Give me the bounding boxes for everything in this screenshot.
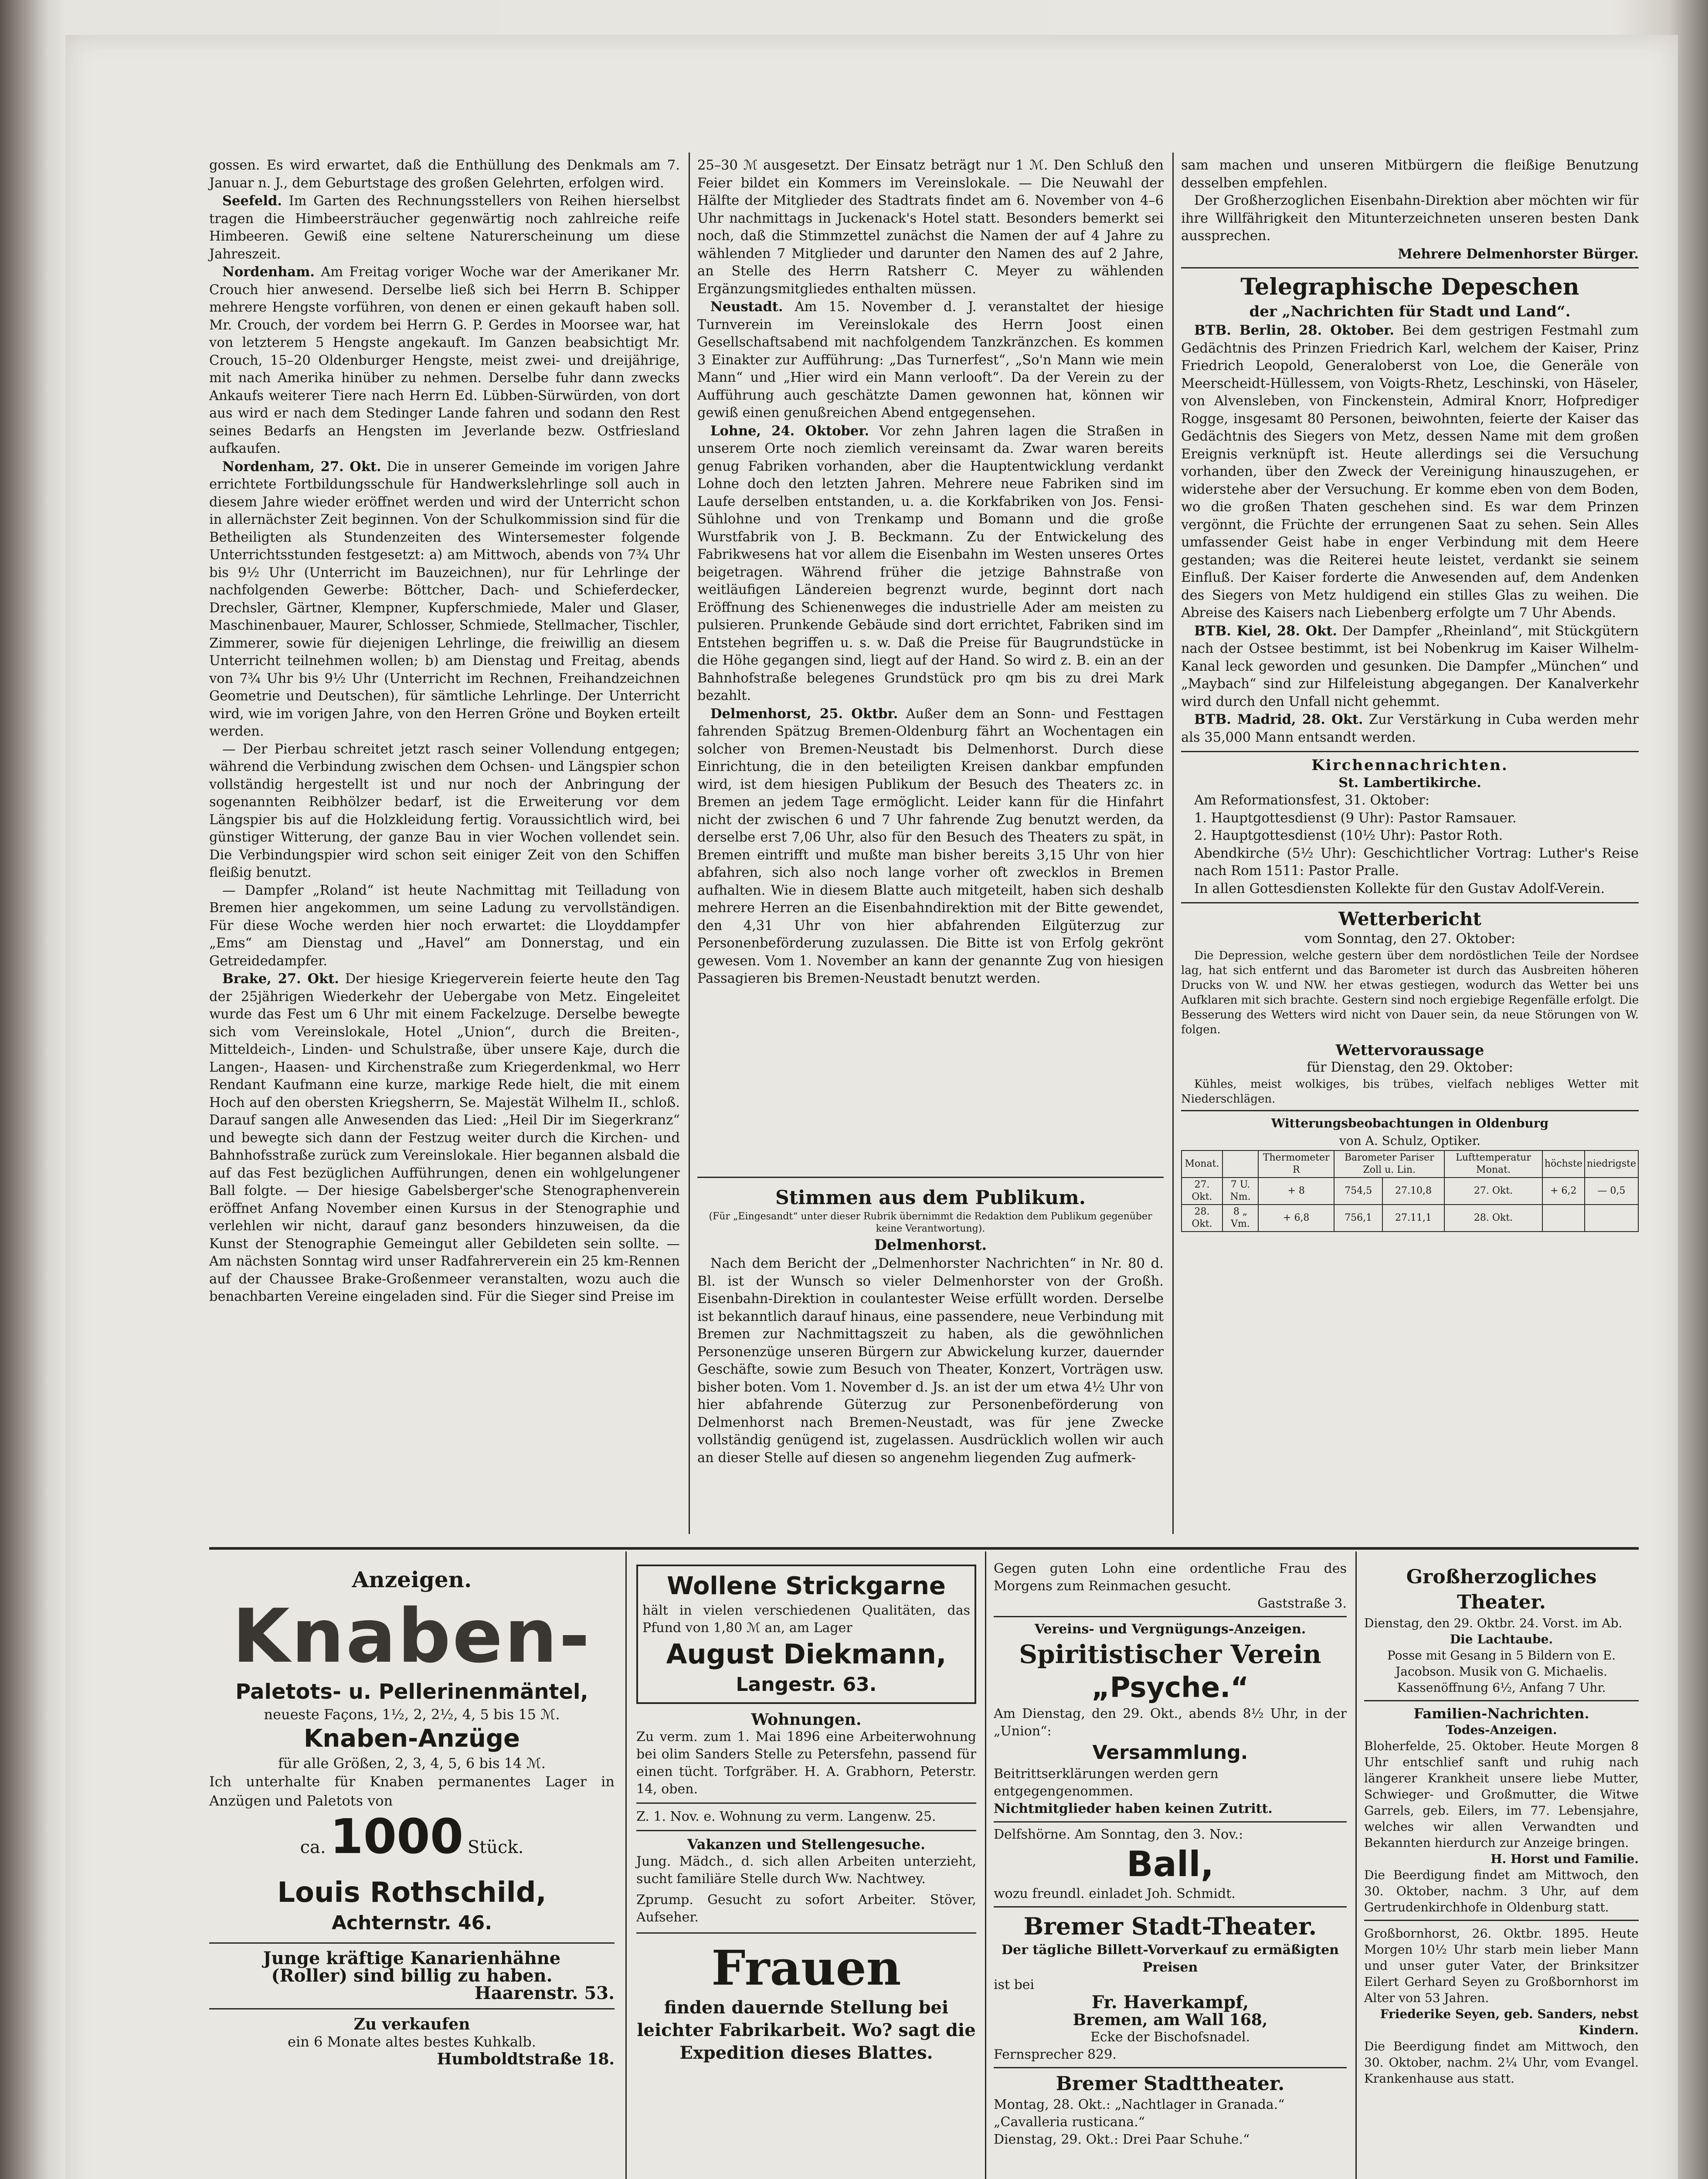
stimmen-note: (Für „Eingesandt“ unter dieser Rubrik übernimmt die Redaktion dem Publikum gegenüber keine Verantwortung). xyxy=(709,1211,1152,1234)
telegraph-madrid-head: BTB. Madrid, 28. Okt. xyxy=(1194,712,1363,727)
ad-langestr: Langestr. 63. xyxy=(736,1673,877,1696)
ad-knaben-big: Knaben- xyxy=(232,1593,592,1680)
telegraph-kiel-head: BTB. Kiel, 28. Okt. xyxy=(1194,623,1338,639)
ad-todes: Todes-Anzeigen. xyxy=(1446,1723,1557,1737)
col2-heading-2: Neustadt. xyxy=(710,299,783,315)
col1-paragraph-5: — Der Pierbau schreitet jetzt rasch seiner Vollendung entgegen; während die Verbindung zwischen dem Ochsen- und Längspier schon vollständig hergestellt ist und nur noch der Anbringung der sogenannten Reibhölzer bedarf, ist die Erweiterung vor dem Längspier bis auf die Holzkleidung fertig. Voraussichtlich wird, bei günstiger Witterung, der ganze Bau in vier Wochen vollendet sein. Die Verbindungspier wird schon seit einiger Zeit von den Schiffen fleißig benutzt. xyxy=(209,741,680,880)
col2-heading-3: Lohne, 24. Oktober. xyxy=(710,423,869,439)
weather-cell: 8 „ Vm. xyxy=(1222,1205,1258,1232)
weather-cell: 7 U. Nm. xyxy=(1222,1178,1258,1205)
ad-a-rule-2 xyxy=(209,2008,615,2009)
ad-b-rule-1 xyxy=(636,1802,976,1804)
beob-top-rule xyxy=(1181,1110,1639,1111)
ad-bischofsnadel: Ecke der Bischofsnadel. xyxy=(1090,2030,1250,2045)
ad-d-rule-2 xyxy=(1364,1920,1639,1921)
ad-beerdigung-2: Die Beerdigung findet am Mittwoch, den 30. Oktober, nachm. 2¼ Uhr, vom Evangel. Krankenhause aus statt. xyxy=(1364,2039,1639,2086)
ad-wohnungen-title: Wohnungen. xyxy=(751,1711,862,1729)
col2-paragraph-4 xyxy=(697,705,1164,988)
ad-familien-title: Familien-Nachrichten. xyxy=(1413,1705,1589,1722)
ad-anzeigen-title: Anzeigen. xyxy=(352,1567,472,1592)
ad-c-rule-1 xyxy=(994,1616,1347,1617)
weather-th-0: Monat. xyxy=(1182,1151,1222,1178)
kirchen-subtitle: St. Lambertikirche. xyxy=(1338,775,1481,791)
ad-knaben-anzuege: Knaben-Anzüge xyxy=(304,1724,520,1753)
ad-verkaufen: Zu verkaufen xyxy=(353,2015,470,2033)
col1-text-3: Am Freitag voriger Woche war der Amerikaner Mr. Crouch hier anwesend. Derselbe ließ sich bei Herrn B. Schipper mehrere Hengste vorführen, von denen er einen gekauft haben soll. Mr. Crouch, der vordem bei Herrn G. P. Gerdes in Moorsee war, hat von letzterem 5 Hengste angekauft. Im Ganzen beabsichtigt Mr. Crouch, 15–20 Oldenburger Hengste, meist zwei- und dreijährige, mit nach Amerika hinüber zu nehmen. Derselbe fuhr dann zwecks Ankaufs weiterer Tiere nach Herrn Ed. Lübben-Sürwürden, von dort aus wird er nach dem Stedinger Lande fahren und sodann den Rest seines Bedarfs an Hengsten im Jeverlande bezw. Ostfriesland aufkaufen. xyxy=(209,265,680,456)
column-3 xyxy=(1181,157,1639,1232)
vorhersage-subtitle: für Dienstag, den 29. Oktober: xyxy=(1307,1060,1513,1075)
vorhersage-title: Wettervoraussage xyxy=(1335,1041,1484,1059)
stimmen-text: Nach dem Bericht der „Delmenhorster Nachrichten“ in Nr. 80 d. Bl. ist der Wunsch so vieler Delmenhorster von der Großh. Eisenbahn-Direktion in coulantester Weise erfüllt worden. Derselbe ist bekanntlich darauf hinaus, eine passendere, neue Verbindung mit Bremen zur Nachmittagszeit zu haben, als die gewöhnlichen Personenzüge unseren Bürgern zur Abwickelung kurzer, dauernder Geschäfte, sowie zum Besuch von Theater, Konzert, Vorträgen usw. bisher boten. Vom 1. November d. Js. an ist der um etwa 4½ Uhr von hier abfahrende Güterzug zur Personenbeförderung von Delmenhorst nach Bremen-Neustadt, was für jene Zwecke vollständig genügend ist, zugelassen. Ausdrücklich wollen wir auch an dieser Stelle auf diesen so angenehm liegenden Zug aufmerk- xyxy=(697,1256,1164,1466)
ad-versammlung: Versammlung. xyxy=(1092,1741,1248,1764)
ad-frauen: Frauen xyxy=(711,1940,901,1996)
telegraph-berlin xyxy=(1181,322,1639,622)
weather-cell: 27. Okt. xyxy=(1444,1178,1542,1205)
ads-divider-2 xyxy=(985,1551,986,2179)
ad-ist-bei: ist bei xyxy=(994,1977,1035,1992)
ad-grossh-theater: Großherzogliches Theater. xyxy=(1406,1566,1597,1613)
ad-strickgarne-box xyxy=(636,1565,976,1704)
kirchen-line-1: Am Reformationsfest, 31. Oktober: xyxy=(1194,793,1430,808)
ad-vakanzen-1: Jung. Mädch., d. sich allen Arbeiten unterzieht, sucht familiäre Stelle durch Ww. Nachtwey. xyxy=(636,1854,976,1887)
telegraph-kiel xyxy=(1181,622,1639,711)
col1-paragraph-6: — Dampfer „Roland“ ist heute Nachmittag mit Teilladung von Bremen hier angekommen, um seine Ladung zu vervollständigen. Für diese Woche werden hier noch erwartet: die Lloyddampfer „Ems“ am Dienstag und „Havel“ am Donnerstag, und ein Getreidedampfer. xyxy=(209,882,680,969)
ad-wohnungen-1: Zu verm. zum 1. Mai 1896 eine Arbeiterwohnung bei olim Sanders Stelle zu Petersfehn, passend für einen tücht. Torfgräber. H. A. Grabhorn, Peterstr. 14, oben. xyxy=(636,1729,976,1797)
ad-nichtmitglieder: Nichtmitglieder haben keinen Zutritt. xyxy=(994,1801,1273,1816)
weather-th-3: Barometer Pariser Zoll u. Lin. xyxy=(1334,1151,1444,1178)
col2-paragraph-3 xyxy=(697,422,1164,705)
ad-posse: Posse mit Gesang in 5 Bildern von E. Jacobson. Musik von G. Michaelis. xyxy=(1387,1648,1616,1679)
ads-divider-3 xyxy=(1355,1551,1357,2179)
col1-text-2: Im Garten des Rechnungsstellers von Reihen hierselbst tragen die Himbeersträucher gegenwärtig noch zahlreiche reife Himbeeren. Gewiß eine seltene Naturerscheinung um diese Jahreszeit. xyxy=(209,193,680,262)
ad-ball-einladet: wozu freundl. einladet Joh. Schmidt. xyxy=(994,1886,1236,1901)
ad-c-rule-4 xyxy=(994,2067,1347,2068)
weather-cell: 756,1 xyxy=(1334,1205,1382,1232)
weather-cell: 28. Okt. xyxy=(1182,1205,1222,1232)
ad-bremer-stadttheater: Bremer Stadttheater. xyxy=(1056,2073,1285,2095)
ad-kanarien-2: (Roller) sind billig zu haben. xyxy=(271,1965,553,1986)
col2-text-2: Am 15. November d. J. veranstaltet der hiesige Turnverein im Vereinslokale des Herrn Joost einen Gesellschaftsabend mit nachfolgendem Tanzkränzchen. Es kommen 3 Einakter zur Aufführung: „Das Turnerfest“, „So'n Mann wie mein Mann“ und „Hier wird ein Mann verlooft“. Da der Verein zu der Aufführung auch geschätzte Damen gewonnen hat, können wir gewiß einen genußreichen Abend entgegensehen. xyxy=(697,299,1164,421)
wetter-text: Die Depression, welche gestern über dem nordöstlichen Teile der Nordsee lag, hat sich entfernt und das Barometer ist durch das Ausbreiten höheren Drucks von W. und NW. her etwas gestiegen, wodurch das Wetter bei uns Aufklaren mit sich brachte. Gestern sind noch ergiebige Regenfälle erfolgt. Die Besserung des Wetters wird nicht von Dauer sein, da neue Störungen von W. folgen. xyxy=(1181,949,1639,1036)
column-1 xyxy=(209,157,680,1306)
weather-cell: + 6,2 xyxy=(1542,1178,1585,1205)
col3-signature: Mehrere Delmenhorster Bürger. xyxy=(1398,246,1639,262)
col3-paragraph-0b: Der Großherzoglichen Eisenbahn-Direktion aber möchten wir für ihre Willfährigkeit den Mitunterzeichneten unseren besten Dank aussprechen. xyxy=(1181,193,1639,244)
column-2 xyxy=(697,157,1164,988)
ad-spiritist: Spiritistischer Verein xyxy=(1019,1639,1321,1669)
weather-cell: — 0,5 xyxy=(1585,1178,1638,1205)
weather-cell: 27.11,1 xyxy=(1382,1205,1444,1232)
ads-separator xyxy=(209,1547,1639,1550)
ad-bloherfelde: Bloherfelde, 25. Oktober. Heute Morgen 8 Uhr entschlief sanft und ruhig nach längerer Krankheit unsere liebe Mutter, Schwieger- und Großmutter, die Witwe Garrels, geb. Eilers, im 77. Lebensjahre, welches wir allen Verwandten und Bekannten hierdurch zur Anzeige bringen. xyxy=(1364,1739,1639,1850)
ad-kanarien-1: Junge kräftige Kanarienhähne xyxy=(263,1948,561,1969)
weather-th-2: Thermometer R xyxy=(1258,1151,1334,1178)
col1-heading-4: Nordenham, 27. Okt. xyxy=(222,458,381,475)
newspaper-page xyxy=(65,35,1678,2179)
ad-grossbornhorst: Großbornhorst, 26. Oktbr. 1895. Heute Morgen 10½ Uhr starb mein lieber Mann und unser guter Vater, der Brinksitzer Eilert Gerhard Seyen zu Großbornhorst im Alter von 53 Jahren. xyxy=(1364,1926,1639,2005)
ad-kanarien-3: Haarenstr. 53. xyxy=(474,1983,615,2003)
col1-heading-3: Nordenham. xyxy=(222,264,315,280)
ad-theater-date: Dienstag, den 29. Oktbr. 24. Vorst. im Ab. xyxy=(1364,1616,1623,1630)
ads-column-d xyxy=(1364,1565,1639,2087)
ad-montag: Montag, 28. Okt.: „Nachtlager in Granada.“ „Cavalleria rusticana.“ xyxy=(994,2097,1285,2130)
stimmen-top-rule xyxy=(697,1177,1164,1178)
ad-stueck: Stück. xyxy=(467,1837,524,1857)
ad-kassen: Kassenöffnung 6½, Anfang 7 Uhr. xyxy=(1397,1680,1606,1695)
ad-b-rule-3 xyxy=(636,1932,976,1934)
ad-facons: neueste Façons, 1½, 2, 2½, 4, 5 bis 15 ℳ. xyxy=(264,1706,560,1723)
stimmen-title: Stimmen aus dem Publikum. xyxy=(775,1187,1086,1209)
weather-table-row xyxy=(1182,1205,1638,1232)
kirchen-line-2: 1. Hauptgottesdienst (9 Uhr): Pastor Ramsauer. xyxy=(1194,810,1517,826)
ad-vereins-title: Vereins- und Vergnügungs-Anzeigen. xyxy=(1034,1622,1306,1637)
stimmen-section xyxy=(697,1185,1164,1467)
ad-ca: ca. xyxy=(300,1837,326,1857)
ad-beerdigung-1: Die Beerdigung findet am Mittwoch, den 30. Oktober, nachm. 3 Uhr, auf dem Gertrudenkirchhofe in Oldenburg statt. xyxy=(1364,1868,1639,1914)
telegraph-berlin-text: Bei dem gestrigen Festmahl zum Gedächtnis des Prinzen Friedrich Karl, welchem der Kaiser, Prinz Friedrich Leopold, Generaloberst von Loe, die Generäle von Meerscheidt-Hüllessem, von Voigts-Rhetz, Leschinski, von Häseler, von Alvensleben, von Finckenstein, Admiral Knorr, Hofprediger Rogge, insgesamt 80 Personen, beiwohnten, feierte der Kaiser das Gedächtnis des Siegers von Metz, dessen Name mit dem großen Ereignis verknüpft ist. Heute allerdings sei die Versuchung vorhanden, über den Zweck der Vereinigung hinauszugehen, er widerstehe aber der Versuchung. Er komme eben von dem Boden, wo die großen Thaten geschehen sind. Es war dem Prinzen vergönnt, die Früchte der errungenen Saat zu sehen. Sein Alles umfassender Geist habe in enger Verbindung mit dem Heere gestanden; was die Reiterei heute leistet, verdankt sie seinem Einfluß. Der Kaiser forderte die Anwesenden auf, dem Andenken des Siegers von Metz huldigend ein stilles Glas zu weihen. Die Abreise des Kaisers nach Liebenberg erfolgte um 7 Uhr Abends. xyxy=(1181,323,1639,621)
ad-rothschild: Louis Rothschild, xyxy=(277,1877,547,1909)
kirchen-line-3: 2. Hauptgottesdienst (10½ Uhr): Pastor Roth. xyxy=(1194,828,1503,843)
ad-diekmann: August Diekmann, xyxy=(666,1638,947,1670)
vorhersage-text: Kühles, meist wolkiges, bis trübes, vielfach nebliges Wetter mit Niederschlägen. xyxy=(1181,1077,1639,1106)
telegraph-subtitle: der „Nachrichten für Stadt und Land“. xyxy=(1249,303,1571,320)
col1-heading-2: Seefeld. xyxy=(222,193,282,209)
kirchen-line-4: Abendkirche (5½ Uhr): Geschichtlicher Vortrag: Luther's Reise nach Rom 1511: Pastor Pralle. xyxy=(1194,845,1639,879)
ad-paletots: Paletots- u. Pellerinenmäntel, xyxy=(235,1680,588,1704)
ad-achternstr: Achternstr. 46. xyxy=(332,1912,492,1934)
col1-paragraph-4 xyxy=(209,458,680,741)
beob-subtitle: von A. Schulz, Optiker. xyxy=(1339,1134,1480,1148)
ad-lager: Ich unterhalte für Knaben permanentes Lager in Anzügen und Paletots von xyxy=(209,1773,615,1809)
ad-vakanzen-2: Zprump. Gesucht zu sofort Arbeiter. Stöver, Aufseher. xyxy=(636,1892,976,1925)
telegraph-madrid xyxy=(1181,711,1639,747)
telegraph-title: Telegraphische Depeschen xyxy=(1240,274,1579,300)
telegraph-madrid-text: Zur Verstärkung in Cuba werden mehr als 35,000 Mann entsandt werden. xyxy=(1181,712,1639,745)
ads-column-b xyxy=(636,1565,976,2064)
wetter-top-rule xyxy=(1181,902,1639,903)
telegraph-top-rule xyxy=(1181,267,1639,268)
ad-lachtaube: Die Lachtaube. xyxy=(1450,1632,1553,1646)
stimmen-place: Delmenhorst. xyxy=(874,1236,987,1254)
weather-th-4: Lufttemperatur Monat. xyxy=(1444,1151,1542,1178)
ad-vorverkauf: Der tägliche Billett-Vorverkauf zu ermäßigten Preisen xyxy=(1002,1942,1339,1975)
telegraph-berlin-head: BTB. Berlin, 28. Oktober. xyxy=(1194,322,1395,338)
ad-frau-gesucht: Gegen guten Lohn eine ordentliche Frau des Morgens zum Reinmachen gesucht. xyxy=(994,1561,1347,1594)
ad-ball: Ball, xyxy=(1126,1844,1214,1884)
column-divider-1 xyxy=(689,153,690,1534)
ad-psyche-date: Am Dienstag, den 29. Okt., abends 8½ Uhr, in der „Union“: xyxy=(994,1706,1347,1739)
weather-cell: + 6,8 xyxy=(1258,1205,1334,1232)
wetter-subtitle: vom Sonntag, den 27. Oktober: xyxy=(1304,931,1515,947)
ads-divider-1 xyxy=(625,1551,627,2179)
col2-paragraph-1: 25–30 ℳ ausgesetzt. Der Einsatz beträgt nur 1 ℳ. Den Schluß den Feier bildet ein Kommers im Vereinslokale. — Die Neuwahl der Hälfte der Mitglieder des Stadtrats findet am 6. November von 4–6 Uhr nachmittags in Juckenack's Hotel statt. Besonders bemerkt sei noch, daß die Stimmzettel zunächst die Namen der auf 4 Jahre zu wählenden 7 Mitglieder und darunter den Namen des auf 2 Jahre, an Stelle des Herrn Ratsherr C. Meyer zu wählenden Ergänzungsmitgliedes enthalten müssen. xyxy=(697,158,1164,297)
col1-paragraph-7 xyxy=(209,970,680,1306)
ad-beitritt: Beitrittserklärungen werden gern entgegengenommen. xyxy=(994,1766,1219,1799)
ad-gaststrasse: Gaststraße 3. xyxy=(1257,1596,1347,1611)
kirchen-title: Kirchennachrichten. xyxy=(1311,757,1508,774)
ad-humboldt: Humboldtstraße 18. xyxy=(437,2050,615,2068)
weather-cell xyxy=(1542,1205,1585,1232)
kirchen-line-5: In allen Gottesdiensten Kollekte für den Gustav Adolf-Verein. xyxy=(1194,881,1605,896)
ad-groessen: für alle Größen, 2, 3, 4, 5, 6 bis 14 ℳ. xyxy=(278,1755,546,1772)
ad-seyen: Friederike Seyen, geb. Sanders, nebst Kindern. xyxy=(1380,2007,1639,2037)
ad-c-rule-3 xyxy=(994,1906,1347,1907)
ad-horst: H. Horst und Familie. xyxy=(1491,1852,1639,1866)
kirchen-top-rule xyxy=(1181,751,1639,752)
ad-1000-line xyxy=(209,1810,615,1875)
weather-table xyxy=(1181,1150,1639,1232)
ad-frauen-text: finden dauernde Stellung bei leichter Fabrikarbeit. Wo? sagt die Expedition dieses Blattes. xyxy=(637,1997,976,2063)
ad-1000: 1000 xyxy=(330,1809,464,1864)
weather-table-row xyxy=(1182,1178,1638,1205)
ad-a-rule-1 xyxy=(209,1942,615,1944)
ad-wall: Bremen, am Wall 168, xyxy=(1073,2011,1268,2029)
ad-wohnungen-2: Z. 1. Nov. e. Wohnung zu verm. Langenw. 25. xyxy=(636,1809,936,1824)
col3-paragraph-0: sam machen und unseren Mitbürgern die fleißige Benutzung desselben empfehlen. xyxy=(1181,158,1639,191)
col2-text-4: Außer dem an Sonn- und Festtagen fahrenden Spätzug Bremen-Oldenburg fährt an Wochentagen ein solcher von Bremen-Neustadt bis Delmenhorst. Durch diese Einrichtung, die in den beteiligten Kreisen dankbar empfunden wird, ist dem hiesigen Publikum der Besuch des Theaters zc. in Bremen an jedem Tage ermöglicht. Leider kann für die Hinfahrt nicht der zwischen 6 und 7 Uhr fahrende Zug benutzt werden, da derselbe erst 7,06 Uhr, also für den Besuch des Theaters zu spät, in Bremen eintrifft und mußte man bisher bereits 3,15 Uhr von hier abfahren, sich also noch lange vorher oft zwecklos in Bremen aufhalten. Wie in diesem Blatte auch mitgeteilt, haben sich deshalb mehrere Herren an die Eisenbahndirektion mit der Bitte gewendet, den 4,31 Uhr von hier abfahrenden Eilgüterzug zur Personenbeförderung zuzulassen. Die Bitte ist von Erfolg gekrönt gewesen. Vom 1. November an kann der genannte Zug von hiesigen Passagieren bis Bremen-Neustadt benutzt werden. xyxy=(697,706,1164,986)
telegraph-kiel-text: Der Dampfer „Rheinland“, mit Stückgütern nach der Ostsee bestimmt, ist bei Nobenkrug im Kaiser Wilhelm-Kanal leck geworden und gesunken. Die Dampfer „München“ und „Maybach“ sind zur Hilfeleistung abgegangen. Der Kanalverkehr wird durch den Unfall nicht gehemmt. xyxy=(1181,623,1639,709)
weather-cell: 28. Okt. xyxy=(1444,1205,1542,1232)
weather-cell: 27.10,8 xyxy=(1382,1178,1444,1205)
ad-psyche: „Psyche.“ xyxy=(1091,1672,1249,1704)
ad-delfshoerne: Delfshörne. Am Sonntag, den 3. Nov.: xyxy=(994,1827,1243,1842)
col1-paragraph-1: gossen. Es wird erwartet, daß die Enthüllung des Denkmals am 7. Januar n. J., dem Geburtstage des großen Gelehrten, erfolgen wird. xyxy=(209,158,680,191)
ad-kuhkalb: ein 6 Monate altes bestes Kuhkalb. xyxy=(288,2033,536,2050)
col1-paragraph-2 xyxy=(209,192,680,263)
col1-text-4: Die in unserer Gemeinde im vorigen Jahre errichtete Fortbildungsschule für Handwerkslehrlinge soll auch in diesem Jahre wieder eröffnet werden und wird der Unterricht schon in allernächster Zeit beginnen. Von der Schulkommission sind für die Betheiligten als Stundenzeiten des Wintersemester folgende Unterrichtsstunden festgesetzt: a) am Mittwoch, abends von 7¾ Uhr bis 9½ Uhr (Unterricht im Bauzeichnen), nur für Lehrlinge der nachfolgenden Gewerbe: Böttcher, Dach- und Schieferdecker, Drechsler, Gärtner, Klempner, Kupferschmiede, Maler und Glaser, Maschinenbauer, Maurer, Schlosser, Schmiede, Stellmacher, Tischler, Zimmerer, sowie für diejenigen Lehrlinge, die freiwillig an diesem Unterricht teilnehmen wollen; b) am Dienstag und Freitag, abends von 7¾ Uhr bis 9½ Uhr (Unterricht im Rechnen, Freihandzeichnen Geometrie und Deutschen), für sämtliche Lehrlinge. Der Unterricht wird, wie im vorigen Jahre, von den Herren Gröne und Boyken erteilt werden. xyxy=(209,459,680,739)
weather-cell: + 8 xyxy=(1258,1178,1334,1205)
weather-table-header xyxy=(1182,1151,1638,1178)
ad-c-rule-2 xyxy=(994,1821,1347,1823)
ad-strickgarne-text: hält in vielen verschiedenen Qualitäten, das Pfund von 1,80 ℳ an, am Lager xyxy=(642,1603,970,1636)
ad-strickgarne-title: Wollene Strickgarne xyxy=(667,1572,946,1600)
ad-dienstag: Dienstag, 29. Okt.: Drei Paar Schuhe.“ xyxy=(994,2132,1250,2147)
col2-paragraph-2 xyxy=(697,298,1164,422)
wetter-title: Wetterbericht xyxy=(1338,908,1481,930)
ads-column-c xyxy=(994,1560,1347,2148)
col2-text-3: Vor zehn Jahren lagen die Straßen in unserem Orte noch ziemlich vereinsamt da. Zwar waren bereits genug Fabriken vorhanden, aber die Hauptentwicklung verdankt Lohne doch den letzten Jahren. Mehrere neue Fabriken sind im Laufe derselben entstanden, u. a. die Korkfabriken von Jos. Fensi-Sühlohne und von Trenkamp und Bomann und die große Wurstfabrik von J. B. Beckmann. Zu der Entwickelung des Fabrikwesens hat vor allem die Eisenbahn im Westen unseres Ortes beigetragen. Während früher die jetzige Bahnstraße von weitläufigen Ländereien begrenzt wurde, beginnt dort nach Eröffnung des Schienenweges die industrielle Ader am meisten zu pulsieren. Prunkende Gebäude sind dort errichtet, Fabriken sind im Entstehen begriffen u. s. w. Daß die Preise für Baugrundstücke in die Höhe gegangen sind, liegt auf der Hand. So wird z. B. ein an der Bahnhofstraße belegenes Grundstück pro qm bis zu drei Mark bezahlt. xyxy=(697,423,1164,703)
ad-fernsprecher: Fernsprecher 829. xyxy=(994,2047,1117,2062)
weather-cell xyxy=(1585,1205,1638,1232)
col1-paragraph-3 xyxy=(209,263,680,458)
weather-cell: 27. Okt. xyxy=(1182,1178,1222,1205)
col1-text-7: Der hiesige Kriegerverein feierte heute den Tag der 25jährigen Wiederkehr der Uebergabe von Metz. Eingeleitet wurde das Fest um 6 Uhr mit einem Fackelzuge. Derselbe bewegte sich vom Vereinslokale, Hotel „Union“, durch die Breiten-, Mitteldeich-, Linden- und Schulstraße, über unsere Kaje, durch die Langen-, Haasen- und Kirchenstraße zum Kriegerdenkmal, wo Herr Rendant Kaufmann eine kurze, markige Rede hielt, die mit einem Hoch auf den obersten Kriegsherrn, Se. Majestät Wilhelm II., schloß. Darauf sangen alle Anwesenden das Lied: „Heil Dir im Siegerkranz“ und bewegte sich dann der Festzug weiter durch die Kirchen- und Bahnhofsstraße zurück zum Vereinslokale. Hier begannen alsbald die auf das Fest bezüglichen Aufführungen, denen ein wohlgelungener Ball folgte. — Der hiesige Gabelsberger'sche Stenographenverein eröffnet Anfang November einen Kursus in der Stenographie und verlehlen wir nicht, darauf ganz besonders hinzuweisen, da die Kunst der Stenographie Gemeingut aller Gebildeten sein sollte. — Am nächsten Sonntag wird unser Radfahrerverein ein 25 km-Rennen auf der Chaussee Brake-Großenmeer veranstalten, wozu auch die benachbarten Vereine eingeladen sind. Für die Sieger sind Preise im xyxy=(209,971,680,1304)
column-divider-2 xyxy=(1172,153,1174,1534)
weather-th-6: niedrigste xyxy=(1585,1151,1638,1178)
ad-bremer-stadttheater-big: Bremer Stadt-Theater. xyxy=(1023,1912,1317,1940)
ad-vakanzen-title: Vakanzen und Stellengesuche. xyxy=(687,1836,926,1853)
ad-b-rule-2 xyxy=(636,1830,976,1831)
ads-column-a xyxy=(209,1565,615,2068)
ad-d-rule-1 xyxy=(1364,1700,1639,1701)
weather-th-5: höchste xyxy=(1542,1151,1585,1178)
weather-th-1 xyxy=(1222,1151,1258,1178)
weather-cell: 754,5 xyxy=(1334,1178,1382,1205)
col2-heading-4: Delmenhorst, 25. Oktbr. xyxy=(710,706,898,722)
beob-title: Witterungsbeobachtungen in Oldenburg xyxy=(1271,1116,1549,1130)
col1-heading-7: Brake, 27. Okt. xyxy=(222,971,339,987)
ad-haverkampf: Fr. Haverkampf, xyxy=(1091,1992,1249,2013)
